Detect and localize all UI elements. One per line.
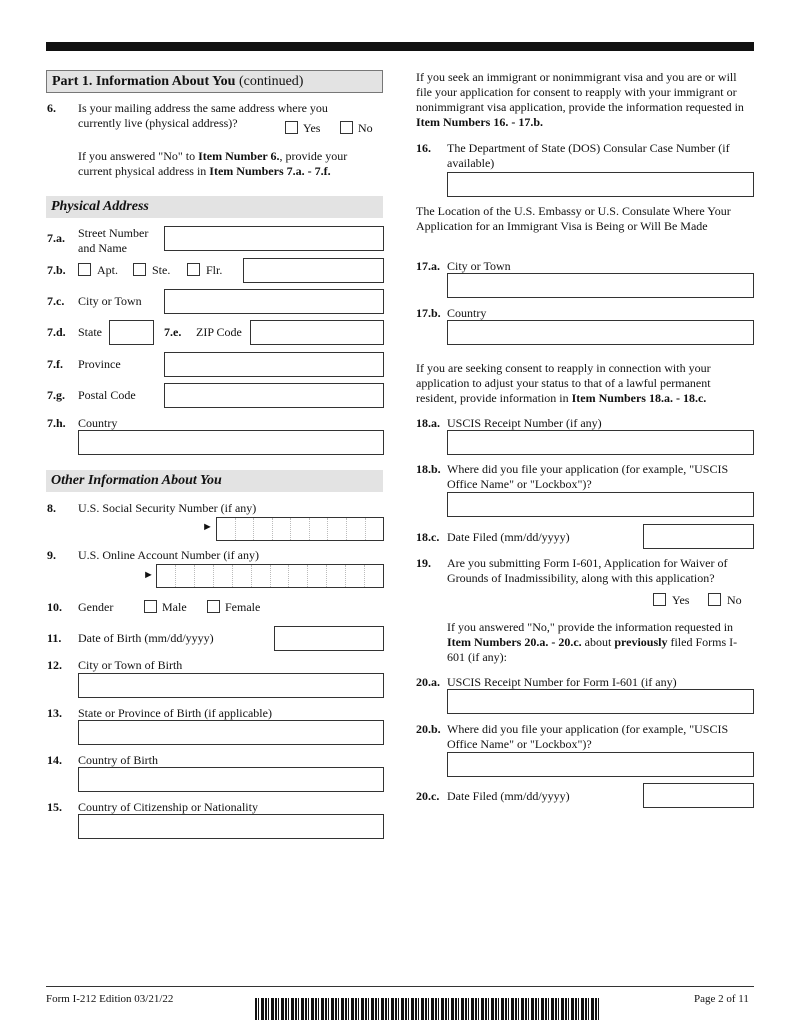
online-account-label: U.S. Online Account Number (if any)	[78, 548, 259, 562]
q20c-number: 20.c.	[416, 789, 440, 803]
zip-label: ZIP Code	[196, 325, 242, 339]
citizenship-label: Country of Citizenship or Nationality	[78, 800, 258, 814]
q19-no-checkbox[interactable]	[708, 593, 721, 606]
q18b-number: 18.b.	[416, 462, 441, 476]
q7g-number: 7.g.	[47, 388, 65, 402]
q18b-label: Where did you file your application (for example, "USCIS Office Name" or "Lockbox")?	[447, 462, 729, 491]
q17a-label: City or Town	[447, 259, 511, 273]
dos-case-number-input[interactable]	[447, 172, 754, 197]
male-label: Male	[162, 600, 187, 614]
q8-number: 8.	[47, 501, 56, 515]
ssn-label: U.S. Social Security Number (if any)	[78, 501, 257, 515]
q7c-number: 7.c.	[47, 294, 65, 308]
flr-label: Flr.	[206, 263, 223, 277]
page-number: Page 2 of 11	[694, 993, 749, 1005]
q9-number: 9.	[47, 548, 56, 562]
state-label: State	[78, 325, 102, 339]
q6-no-checkbox[interactable]	[340, 121, 353, 134]
street-label: Street Number and Name	[78, 226, 149, 255]
q20b-number: 20.b.	[416, 722, 441, 736]
q19-yes-label: Yes	[672, 593, 690, 607]
q6-text: Is your mailing address the same address where you currently live (physical address)?	[78, 101, 328, 130]
q19-number: 19.	[416, 556, 431, 570]
part-header: Part 1. Information About You (continued)	[46, 70, 383, 93]
q20b-label: Where did you file your application (for example, "USCIS Office Name" or "Lockbox")?	[447, 722, 729, 751]
city-input[interactable]	[164, 289, 384, 314]
q18a-number: 18.a.	[416, 416, 440, 430]
dob-label: Date of Birth (mm/dd/yyyy)	[78, 631, 214, 645]
form-edition: Form I-212 Edition 03/21/22	[46, 993, 174, 1005]
city-birth-input[interactable]	[78, 673, 384, 698]
apt-label: Apt.	[97, 263, 118, 277]
physical-address-header: Physical Address	[46, 196, 383, 218]
male-checkbox[interactable]	[144, 600, 157, 613]
q20a-number: 20.a.	[416, 675, 440, 689]
q6-number: 6.	[47, 101, 56, 115]
q19-yes-checkbox[interactable]	[653, 593, 666, 606]
online-account-input[interactable]	[156, 564, 384, 588]
q19-note: If you answered "No," provide the information requested in Item Numbers 20.a. - 20.c. about previously filed Forms I-601 (if any):	[447, 620, 738, 664]
q7f-number: 7.f.	[47, 357, 63, 371]
country-input[interactable]	[78, 430, 384, 455]
i601-receipt-input[interactable]	[447, 689, 754, 714]
state-input[interactable]	[109, 320, 154, 345]
postal-input[interactable]	[164, 383, 384, 408]
zip-input[interactable]	[250, 320, 384, 345]
city-birth-label: City or Town of Birth	[78, 658, 183, 672]
q14-number: 14.	[47, 753, 62, 767]
q16-number: 16.	[416, 141, 431, 155]
q18c-label: Date Filed (mm/dd/yyyy)	[447, 530, 570, 544]
q18a-label: USCIS Receipt Number (if any)	[447, 416, 602, 430]
q18c-number: 18.c.	[416, 530, 440, 544]
q11-number: 11.	[47, 631, 62, 645]
q19-no-label: No	[727, 593, 742, 607]
embassy-city-input[interactable]	[447, 273, 754, 298]
province-label: Province	[78, 357, 121, 371]
other-info-header: Other Information About You	[46, 470, 383, 492]
q12-number: 12.	[47, 658, 62, 672]
q10-number: 10.	[47, 600, 62, 614]
embassy-intro: The Location of the U.S. Embassy or U.S. Consulate Where Your Application for an Immigrant Visa is Being or Will Be Made	[416, 204, 731, 233]
q6-note: If you answered "No" to Item Number 6., provide your current physical address in Item Numbers 7.a. - 7.f.	[78, 149, 348, 178]
visa-intro: If you seek an immigrant or nonimmigrant visa and you are or will file your application for consent to reapply with your immigrant or nonimmigrant visa application, provide the information requested in Item Numbers 16. - 17.b.	[416, 70, 744, 129]
apt-number-input[interactable]	[243, 258, 384, 283]
q6-yes-label: Yes	[303, 121, 321, 135]
ste-label: Ste.	[152, 263, 171, 277]
postal-label: Postal Code	[78, 388, 136, 402]
embassy-country-input[interactable]	[447, 320, 754, 345]
ssn-arrow-icon: ►	[202, 521, 213, 533]
q7a-number: 7.a.	[47, 231, 65, 245]
q7e-number: 7.e.	[164, 325, 182, 339]
i601-date-filed-input[interactable]	[643, 783, 754, 808]
country-birth-label: Country of Birth	[78, 753, 158, 767]
q7d-number: 7.d.	[47, 325, 66, 339]
i601-location-input[interactable]	[447, 752, 754, 777]
date-filed-input[interactable]	[643, 524, 754, 549]
citizenship-input[interactable]	[78, 814, 384, 839]
adjust-status-intro: If you are seeking consent to reapply in connection with your application to adjust your status to that of a lawful permanent resident, provide information in Item Numbers 18.a. - 18.c.	[416, 361, 711, 405]
q6-yes-checkbox[interactable]	[285, 121, 298, 134]
footer-rule	[46, 986, 754, 987]
q7b-number: 7.b.	[47, 263, 66, 277]
q15-number: 15.	[47, 800, 62, 814]
online-arrow-icon: ►	[143, 569, 154, 581]
female-checkbox[interactable]	[207, 600, 220, 613]
country-birth-input[interactable]	[78, 767, 384, 792]
q17a-number: 17.a.	[416, 259, 440, 273]
dob-input[interactable]	[274, 626, 384, 651]
female-label: Female	[225, 600, 261, 614]
flr-checkbox[interactable]	[187, 263, 200, 276]
q7h-number: 7.h.	[47, 416, 66, 430]
gender-label: Gender	[78, 600, 114, 614]
state-birth-label: State or Province of Birth (if applicable)	[78, 706, 272, 720]
q19-label: Are you submitting Form I-601, Application for Waiver of Grounds of Inadmissibility, along with this application?	[447, 556, 728, 585]
q16-label: The Department of State (DOS) Consular Case Number (if available)	[447, 141, 730, 170]
top-rule	[46, 42, 754, 51]
q13-number: 13.	[47, 706, 62, 720]
province-input[interactable]	[164, 352, 384, 377]
q17b-label: Country	[447, 306, 487, 320]
q6-no-label: No	[358, 121, 373, 135]
receipt-number-input[interactable]	[447, 430, 754, 455]
q20a-label: USCIS Receipt Number for Form I-601 (if any)	[447, 675, 677, 689]
barcode-image	[255, 998, 600, 1020]
q17b-number: 17.b.	[416, 306, 441, 320]
state-birth-input[interactable]	[78, 720, 384, 745]
ste-checkbox[interactable]	[133, 263, 146, 276]
ssn-input[interactable]	[216, 517, 384, 541]
apt-checkbox[interactable]	[78, 263, 91, 276]
street-input[interactable]	[164, 226, 384, 251]
q20c-label: Date Filed (mm/dd/yyyy)	[447, 789, 570, 803]
file-location-input[interactable]	[447, 492, 754, 517]
city-label: City or Town	[78, 294, 142, 308]
country-label: Country	[78, 416, 118, 430]
